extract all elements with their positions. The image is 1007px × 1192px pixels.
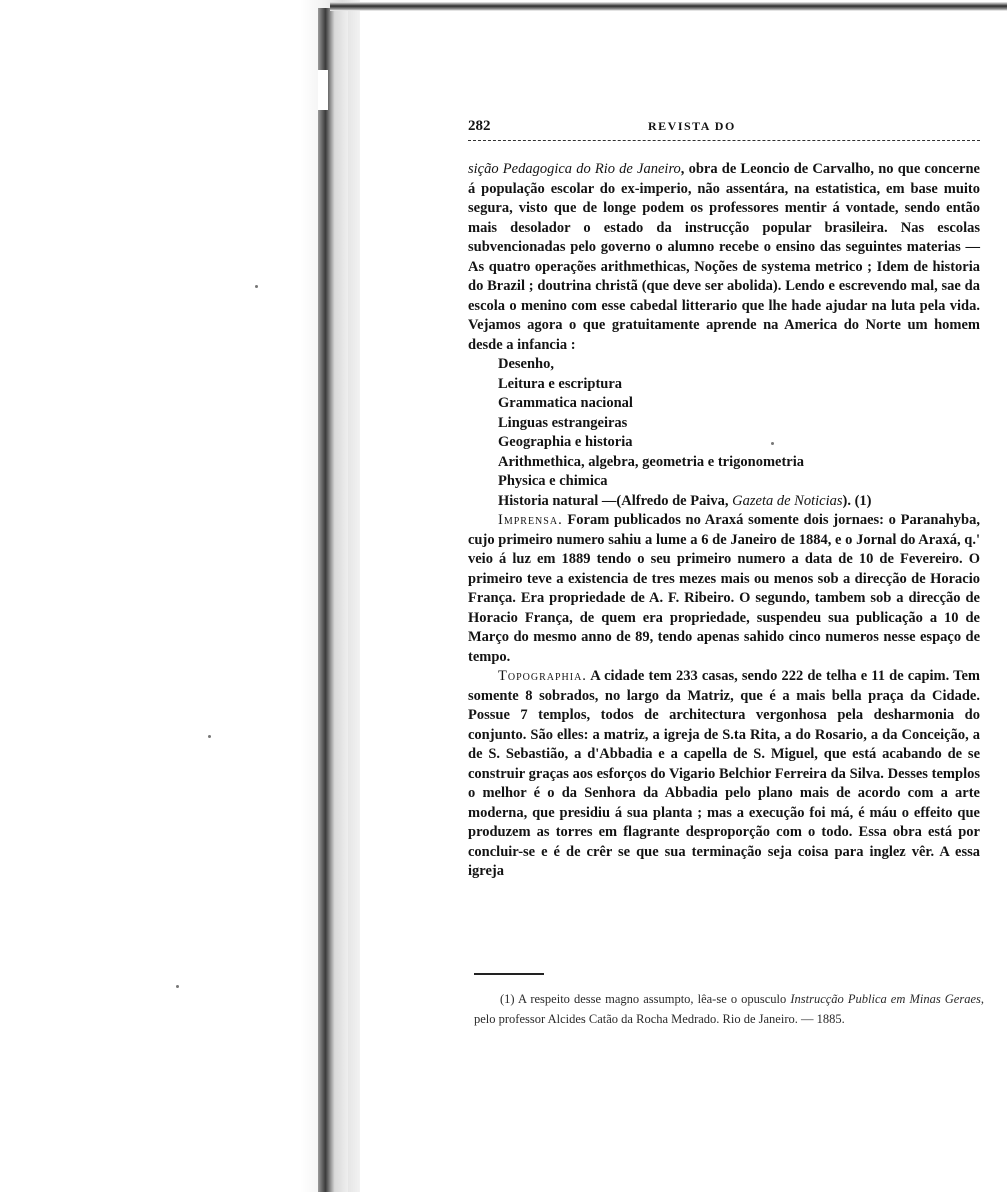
list-item: Linguas estrangeiras bbox=[498, 414, 628, 431]
spine-notch bbox=[318, 70, 328, 110]
subjects-list bbox=[498, 355, 980, 511]
page-header bbox=[468, 118, 980, 141]
list-item: Historia natural —(Alfredo de Paiva, Gazeta de Noticias). (1) bbox=[498, 492, 872, 509]
book-spine bbox=[318, 8, 348, 1192]
list-item: Physica e chimica bbox=[498, 473, 608, 489]
section-heading: Imprensa. bbox=[498, 512, 563, 528]
running-title: REVISTA DO bbox=[648, 119, 736, 133]
paragraph: sição Pedagogica do Rio de Janeiro, obra de Leoncio de Carvalho, no que concerne á população escolar do ex-imperio, não assentára, na estatistica, em base muito segura, visto que de longe podem os professores mentir á vontade, sendo então mais desolador o estado da instrucção popular brasileira. Nas escolas subvencionadas pelo governo o alumno recebe o ensino das seguintes materias — As quatro operações arithmethicas, Noções de systema metrico ; Idem de historia do Brazil ; doutrina christã (que deve ser abolida). Lendo e escrevendo mal, sae da escola o menino com esse cabedal litterario que lhe hade ajudar na luta pela vida. Vejamos agora o que gratuitamente aprende na America do Norte um homem desde a infancia : bbox=[468, 161, 980, 353]
page-top-edge bbox=[330, 2, 1007, 11]
footnote-title: Instrucção Publica em Minas Geraes bbox=[790, 992, 981, 1006]
paragraph-topographia: Topographia. A cidade tem 233 casas, sendo 222 de telha e 11 de capim. Tem somente 8 sobrados, no largo da Matriz, que é a mais bella praça da Cidade. Possue 7 templos, todos de architectura vergonhosa pela desharmonia do conjunto. São elles: a matriz, a igreja de S.ta Rita, a do Rosario, a da Conceição, a de S. Sebastião, a d'Abbadia e a capella de S. Miguel, que está acabando de se construir graças aos esforços do Vigario Belchior Ferreira da Silva. Desses templos o melhor é o da Senhora da Abbadia pelo plano mais de acordo com a arte moderna, que presidiu á sua planta ; mas a execução foi má, é máu o effeito que produzem as torres em flagrante desproporção com o todo. Essa obra está por concluir-se e é de crêr se que sua terminação seja coisa para inglez vêr. A essa igreja bbox=[468, 668, 980, 879]
book-page bbox=[468, 118, 980, 882]
paragraph-imprensa: Imprensa. Foram publicados no Araxá somente dois jornaes: o Paranahyba, cujo primeiro numero sahiu a lume a 6 de Janeiro de 1884, e o Jornal do Araxá, q.' veio á luz em 1889 tendo o seu primeiro numero a data de 10 de Fevereiro. O primeiro teve a existencia de tres mezes mais ou menos sob a direcção de Horacio França. Era propriedade de A. F. Ribeiro. O segundo, tambem sob a direcção de Horacio França, de quem era propriedade, suspendeu sua publicação a 10 de Março do mesmo anno de 89, tendo apenas sahido cinco numeros nesse espaço de tempo. bbox=[468, 512, 980, 665]
list-item: Desenho, bbox=[498, 356, 554, 372]
list-item: Grammatica nacional bbox=[498, 395, 633, 411]
list-item: Arithmethica, algebra, geometria e trigonometria bbox=[498, 453, 805, 470]
paper-speck bbox=[176, 985, 179, 988]
paper-speck bbox=[208, 735, 211, 738]
footnote: (1) A respeito desse magno assumpto, lêa-se o opusculo Instrucção Publica em Minas Geraes, pelo professor Alcides Catão da Rocha Medrado. Rio de Janeiro. — 1885. bbox=[474, 992, 984, 1026]
paper-speck bbox=[255, 285, 258, 288]
citation-source: Gazeta de Noticias bbox=[732, 492, 843, 509]
section-heading: Topographia. bbox=[498, 668, 587, 684]
page-number: 282 bbox=[468, 118, 491, 134]
italic-source-title: sição Pedagogica do Rio de Janeiro bbox=[468, 161, 681, 177]
body-text bbox=[468, 160, 980, 882]
footnote-separator bbox=[474, 973, 544, 975]
list-item: Geographia e historia bbox=[498, 434, 633, 450]
list-item: Leitura e escriptura bbox=[498, 375, 623, 392]
